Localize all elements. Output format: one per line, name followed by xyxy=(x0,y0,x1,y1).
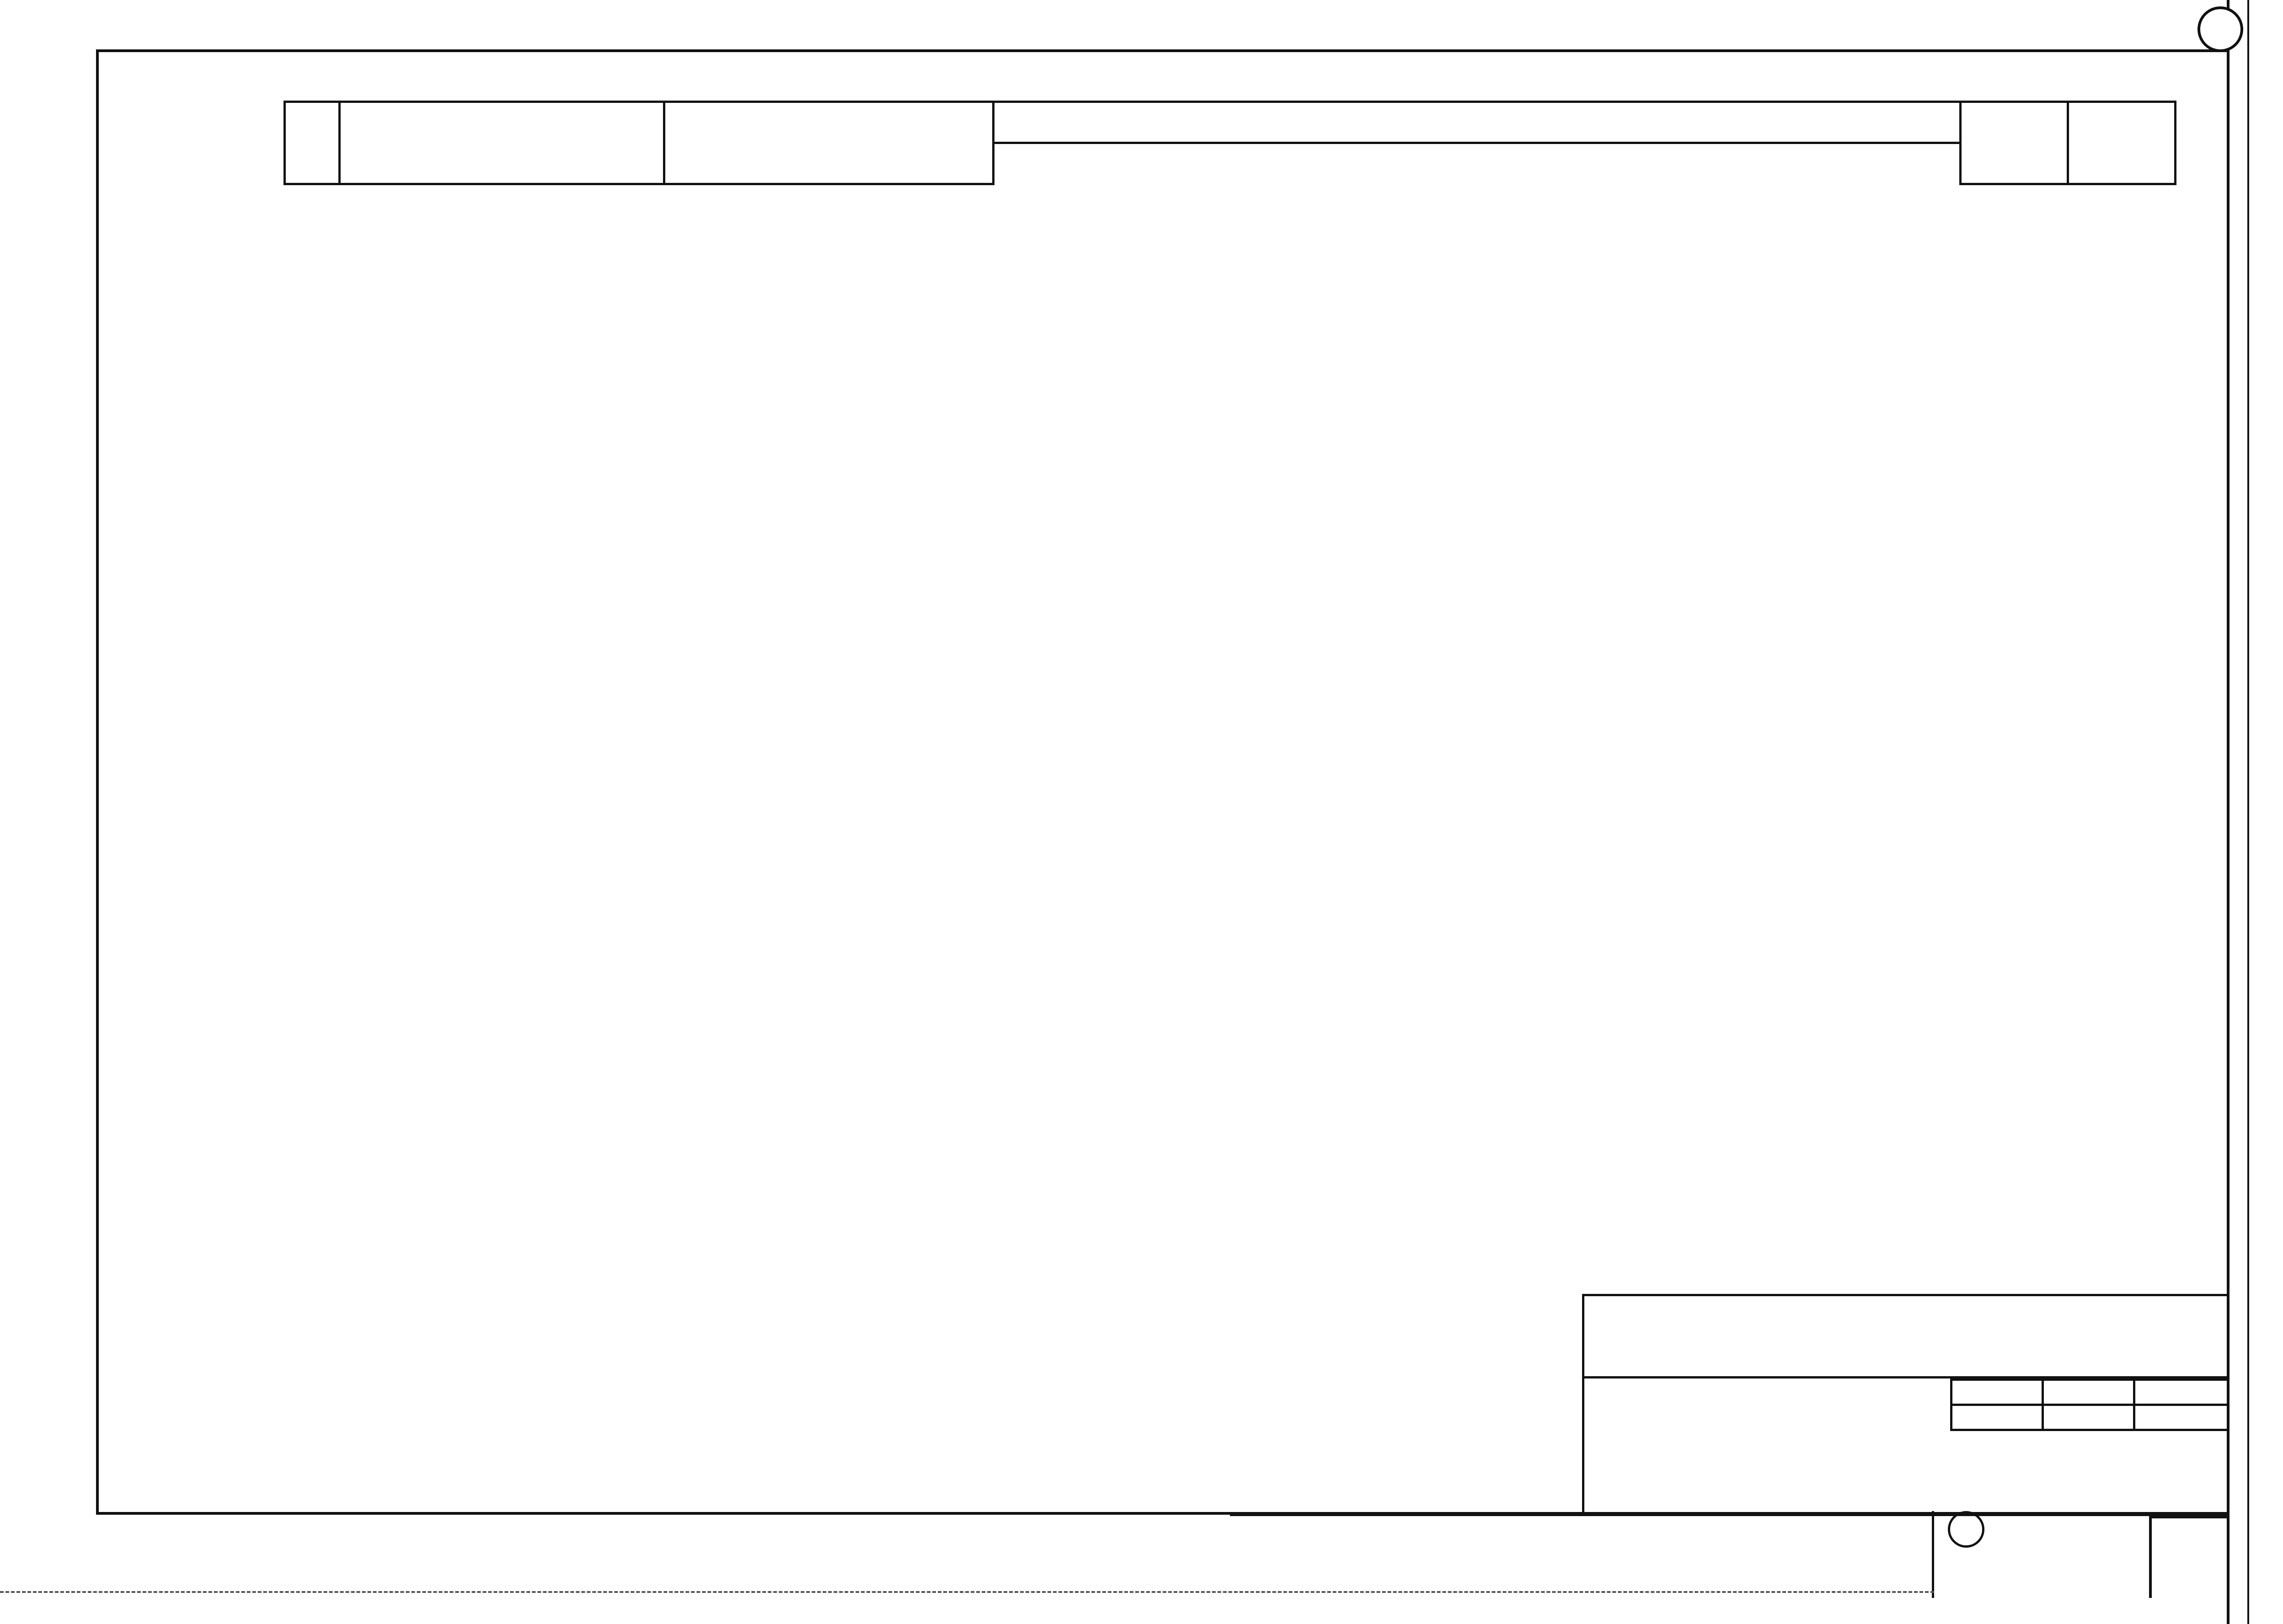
sheets-value xyxy=(2134,1405,2228,1430)
document-title xyxy=(1582,1394,1948,1404)
header-num xyxy=(285,102,340,184)
sheets-label xyxy=(2134,1380,2228,1405)
header-designation xyxy=(340,102,664,184)
title-block-divider xyxy=(1582,1294,1584,1516)
right-trim-line xyxy=(2247,0,2249,1624)
sheet-number-circle xyxy=(2197,6,2243,52)
sheet-label xyxy=(2043,1380,2134,1405)
header-quantity xyxy=(994,102,1961,143)
stage-label xyxy=(1952,1380,2043,1405)
sheet-cut-line xyxy=(0,1591,1934,1593)
document-code xyxy=(1587,1303,2227,1367)
page-number xyxy=(2149,1516,2227,1598)
header-mass xyxy=(1961,102,2068,184)
archive-number xyxy=(1939,1511,1984,1548)
archive-circle xyxy=(1948,1511,1984,1548)
title-block-top-line xyxy=(1582,1294,2227,1296)
specification-table xyxy=(283,101,2176,185)
header-note xyxy=(2068,102,2176,184)
stage-value xyxy=(1952,1405,2043,1430)
sheet-value xyxy=(2043,1405,2134,1430)
stage-table xyxy=(1950,1378,2229,1431)
header-name xyxy=(664,102,994,184)
organization-name xyxy=(1950,1431,2227,1513)
